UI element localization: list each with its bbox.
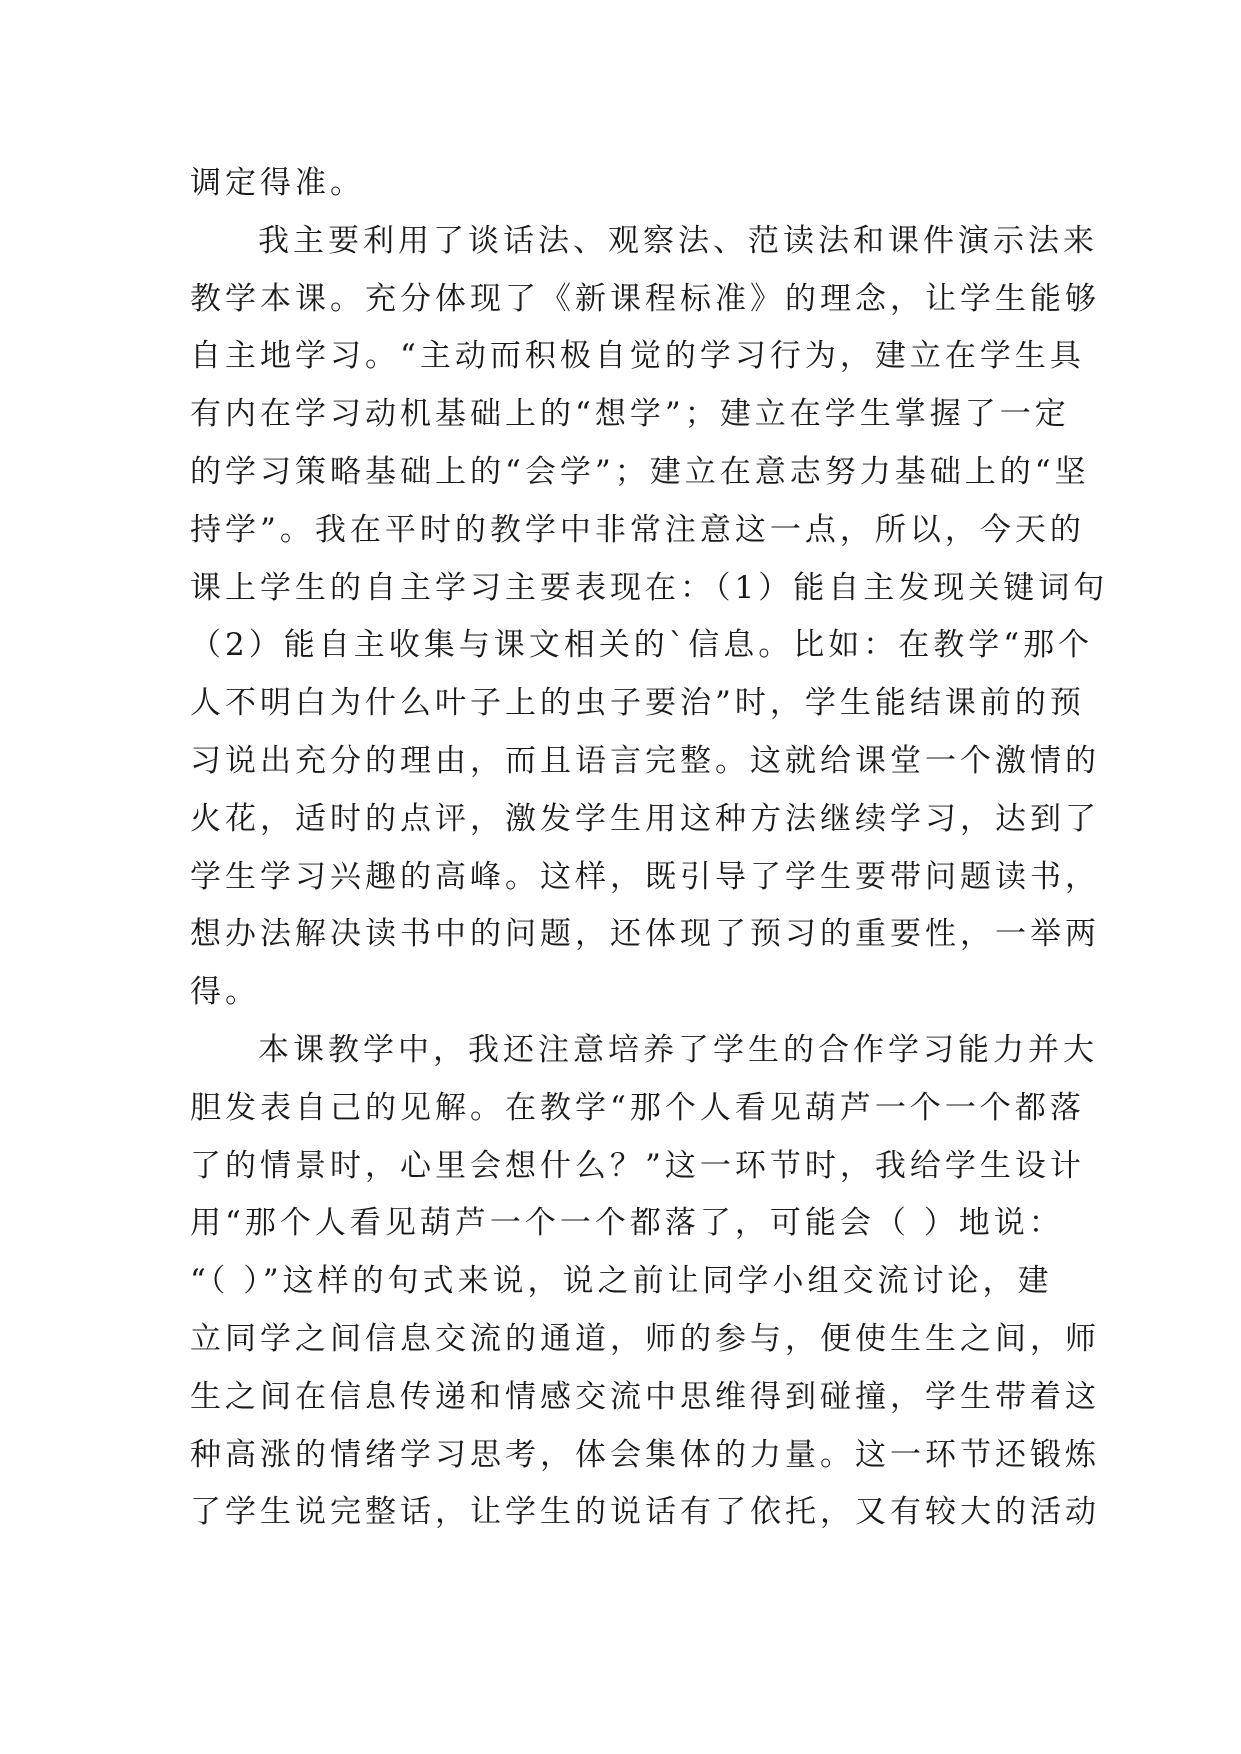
text-line: 火花，适时的点评，激发学生用这种方法继续学习，达到了 xyxy=(190,800,1100,837)
text-line: 的学习策略基础上的“会学”；建立在意志努力基础上的“坚 xyxy=(190,453,1090,490)
text-line: 习说出充分的理由，而且语言完整。这就给课堂一个激情的 xyxy=(190,742,1100,779)
text-line: 得。 xyxy=(190,974,260,1011)
text-line: 胆发表自己的见解。在教学“那个人看见葫芦一个一个都落 xyxy=(190,1089,1085,1126)
text-line: “（ ）”这样的句式来说，说之前让同学小组交流讨论，建 xyxy=(190,1263,1053,1300)
body-text xyxy=(190,155,1109,1542)
text-line: 人不明白为什么叶子上的虫子要治”时，学生能结课前的预 xyxy=(190,685,1085,722)
paragraph-start-line: 本课教学中，我还注意培养了学生的合作学习能力并大 xyxy=(258,1031,1098,1068)
paragraph-start-line: 我主要利用了谈话法、观察法、范读法和课件演示法来 xyxy=(258,222,1098,259)
text-line: 学生学习兴趣的高峰。这样，既引导了学生要带问题读书， xyxy=(190,858,1100,895)
text-line: 生之间在信息传递和情感交流中思维得到碰撞，学生带着这 xyxy=(190,1378,1100,1415)
text-line: 自主地学习。“主动而积极自觉的学习行为，建立在学生具 xyxy=(190,338,1085,375)
text-line: 立同学之间信息交流的通道，师的参与，便使生生之间，师 xyxy=(190,1320,1100,1357)
text-line: 想办法解决读书中的问题，还体现了预习的重要性，一举两 xyxy=(190,916,1100,953)
text-line: 持学”。我在平时的教学中非常注意这一点，所以，今天的 xyxy=(190,511,1085,548)
text-line: 教学本课。充分体现了《新课程标准》的理念，让学生能够 xyxy=(190,280,1100,317)
text-line: 用“那个人看见葫芦一个一个都落了，可能会（ ）地说： xyxy=(190,1205,1064,1242)
text-line: 调定得准。 xyxy=(190,165,365,201)
text-line: 了的情景时，心里会想什么？”这一环节时，我给学生设计 xyxy=(190,1147,1085,1184)
text-line: 种高涨的情绪学习思考，体会集体的力量。这一环节还锻炼 xyxy=(190,1436,1100,1473)
text-line: 有内在学习动机基础上的“想学”；建立在学生掌握了一定 xyxy=(190,396,1070,433)
text-line: （2）能自主收集与课文相关的`信息。比如：在教学“那个 xyxy=(190,627,1094,664)
text-line: 了学生说完整话，让学生的说话有了依托，又有较大的活动 xyxy=(190,1494,1100,1531)
text-line: 课上学生的自主学习主要表现在：（1）能自主发现关键词句 xyxy=(190,569,1109,606)
